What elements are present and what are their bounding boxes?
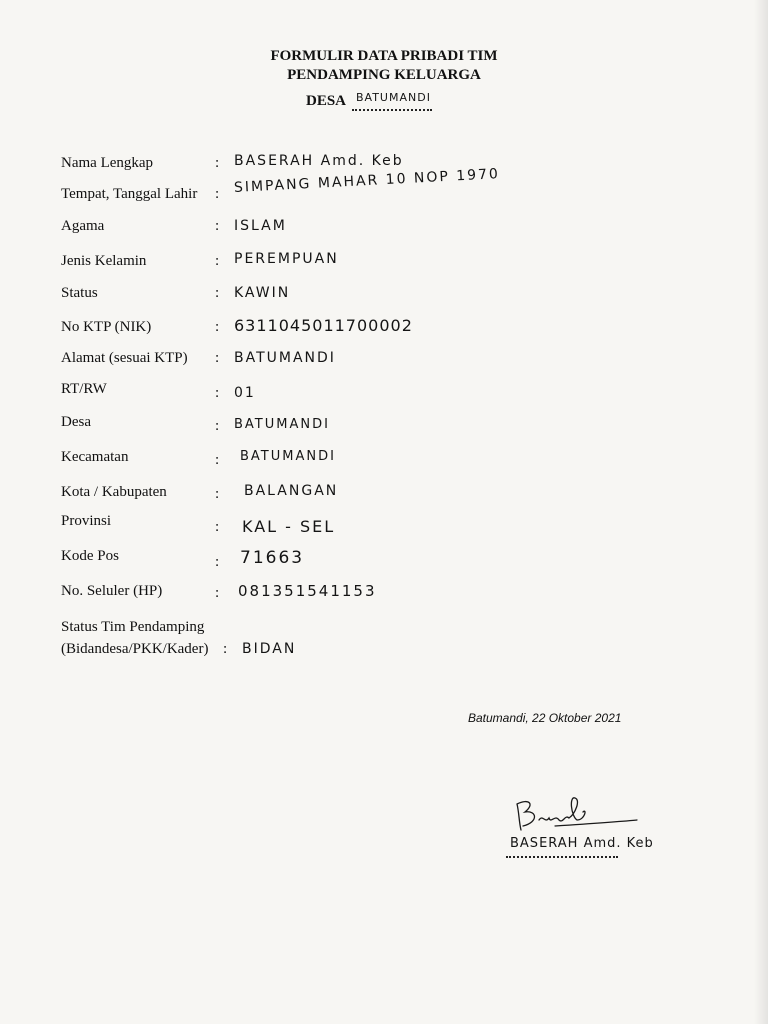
signature-scribble (505, 790, 645, 838)
field-value: 6311045011700002 (234, 316, 413, 335)
field-colon: : (215, 155, 220, 171)
field-label: Desa (61, 414, 91, 430)
field-value: KAL - SEL (242, 517, 336, 536)
field-label: Provinsi (61, 513, 112, 529)
field-value: 01 (234, 385, 256, 401)
field-label: Alamat (sesuai KTP) (61, 350, 188, 366)
status-tim-label-line2: (Bidandesa/PKK/Kader) (61, 641, 209, 657)
field-value: ISLAM (234, 218, 287, 234)
field-label: No KTP (NIK) (61, 319, 152, 335)
field-value: 71663 (240, 548, 305, 568)
field-colon: : (215, 385, 220, 401)
status-tim-value: BIDAN (242, 641, 297, 657)
field-value: BATUMANDI (240, 449, 336, 464)
field-label: Tempat, Tanggal Lahir (61, 186, 198, 202)
field-value: BATUMANDI (234, 417, 330, 432)
field-colon: : (215, 418, 220, 434)
field-label: Kode Pos (61, 548, 119, 564)
field-colon: : (215, 486, 220, 502)
field-colon: : (215, 186, 220, 202)
field-label: Kota / Kabupaten (61, 484, 167, 500)
field-value: BATUMANDI (234, 350, 336, 366)
field-value: BALANGAN (244, 483, 339, 499)
field-colon: : (215, 452, 220, 468)
field-value: PEREMPUAN (234, 251, 339, 267)
status-tim-colon: : (223, 641, 228, 657)
form-title-line2: PENDAMPING KELUARGA (287, 67, 481, 83)
signer-dotted-line (506, 856, 618, 858)
field-label: No. Seluler (HP) (61, 583, 163, 599)
field-label: Nama Lengkap (61, 155, 154, 171)
desa-dotted-line (352, 109, 432, 111)
field-colon: : (215, 519, 220, 535)
field-colon: : (215, 218, 220, 234)
form-title-line1: FORMULIR DATA PRIBADI TIM (270, 48, 498, 64)
field-label: Agama (61, 218, 105, 234)
field-colon: : (215, 585, 220, 601)
field-colon: : (215, 285, 220, 301)
field-colon: : (215, 253, 220, 269)
field-value: SIMPANG MAHAR 10 NOP 1970 (233, 166, 501, 196)
field-label: Status (61, 285, 98, 301)
field-colon: : (215, 350, 220, 366)
footer-date: Batumandi, 22 Oktober 2021 (468, 711, 622, 725)
desa-label: DESA (306, 93, 347, 109)
page-edge-shadow (754, 0, 768, 1024)
field-label: RT/RW (61, 381, 107, 397)
field-colon: : (215, 319, 220, 335)
field-colon: : (215, 554, 220, 570)
signer-name: BASERAH Amd. Keb (510, 836, 654, 851)
field-label: Jenis Kelamin (61, 253, 147, 269)
field-value: KAWIN (234, 285, 291, 301)
status-tim-label-line1: Status Tim Pendamping (61, 619, 205, 635)
field-value: BASERAH Amd. Keb (234, 153, 404, 169)
field-label: Kecamatan (61, 449, 129, 465)
field-value: 081351541153 (238, 582, 377, 600)
desa-value: BATUMANDI (356, 91, 431, 104)
